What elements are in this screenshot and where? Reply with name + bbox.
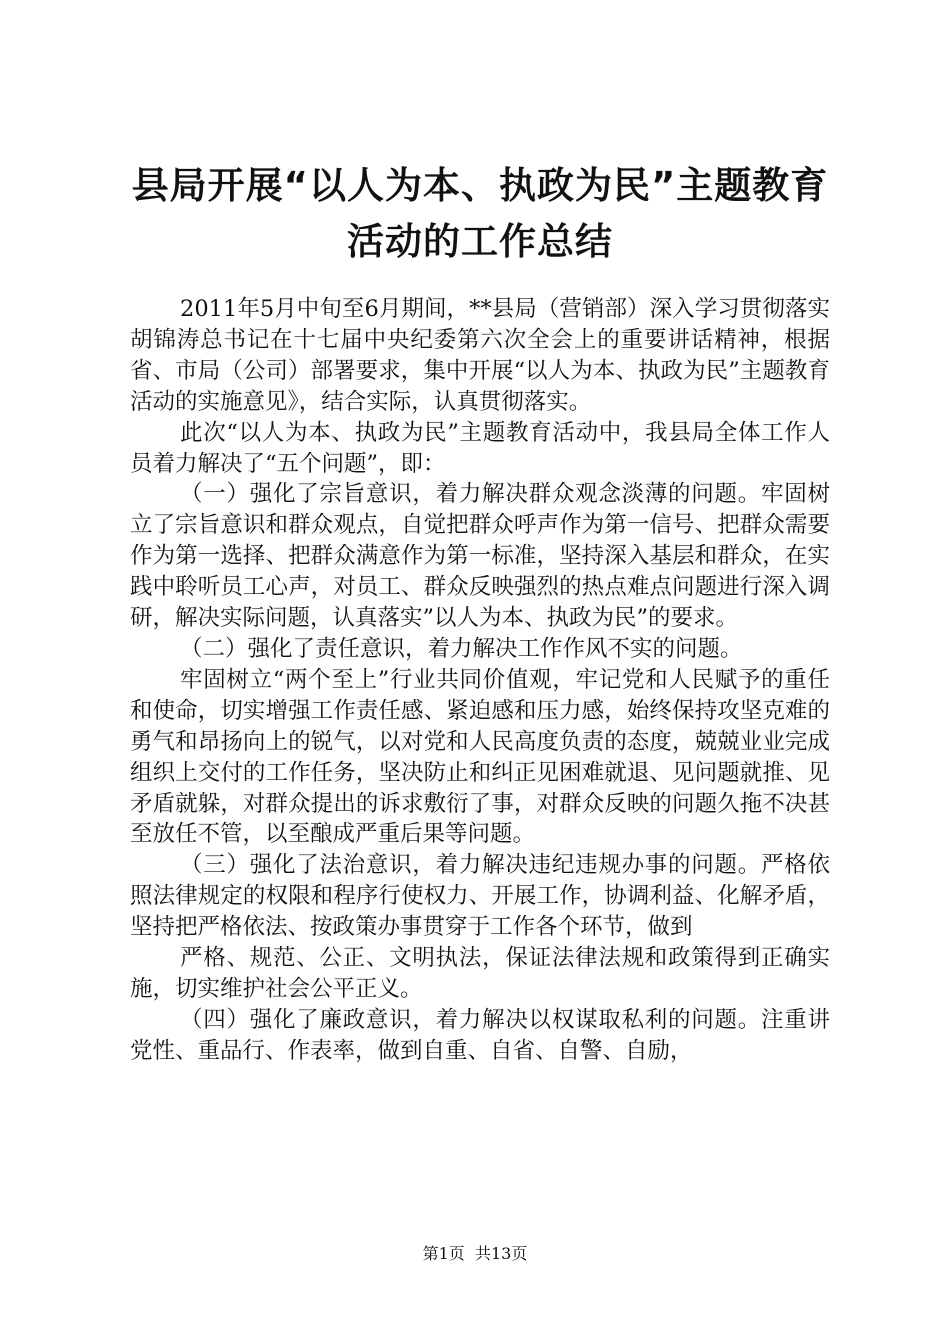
paragraph-section-four: （四）强化了廉政意识，着力解决以权谋取私利的问题。注重讲党性、重品行、作表率，做到自重、自省、自警、自励， [130, 1006, 830, 1064]
paragraph-section-one: （一）强化了宗旨意识，着力解决群众观念淡薄的问题。牢固树立了宗旨意识和群众观点，自觉把群众呼声作为第一信号、把群众需要作为第一选择、把群众满意作为第一标准，坚持深入基层和群众，在实践中聆听员工心声，对员工、群众反映强烈的热点难点问题进行深入调研，解决实际问题，认真落实”以人为本、执政为民”的要求。 [130, 481, 830, 632]
document-title: 县局开展“以人为本、执政为民”主题教育活动的工作总结 [131, 164, 829, 263]
paragraph-section-two-body: 牢固树立“两个至上”行业共同价值观，牢记党和人民赋予的重任和使命，切实增强工作责任感、紧迫感和压力感，始终保持攻坚克难的勇气和昂扬向上的锐气，以对党和人民高度负责的态度，兢兢业业完成组织上交付的工作任务，坚决防止和纠正见困难就退、见问题就推、见矛盾就躲，对群众提出的诉求敷衍了事，对群众反映的问题久拖不决甚至放任不管，以至酿成严重后果等问题。 [130, 666, 830, 848]
paragraph-section-three-cont: 严格、规范、公正、文明执法，保证法律法规和政策得到正确实施，切实维护社会公平正义。 [130, 945, 830, 1002]
page-total: 共13页 [474, 1244, 528, 1263]
page-footer [0, 1244, 950, 1264]
paragraph-section-three: （三）强化了法治意识，着力解决违纪违规办事的问题。严格依照法律规定的权限和程序行使权力、开展工作，协调利益、化解矛盾，坚持把严格依法、按政策办事贯穿于工作各个环节，做到 [130, 852, 830, 941]
document-body [130, 294, 830, 1067]
paragraph-five-problems: 此次“以人为本、执政为民”主题教育活动中，我县局全体工作人员着力解决了“五个问题”，即： [130, 419, 830, 477]
paragraph-section-two-heading: （二）强化了责任意识，着力解决工作作风不实的问题。 [180, 635, 743, 662]
page-number: 第1页 [422, 1244, 465, 1263]
paragraph-intro: 2011年5月中旬至6月期间，**县局（营销部）深入学习贯彻落实胡锦涛总书记在十七届中央纪委第六次全会上的重要讲话精神，根据省、市局（公司）部署要求，集中开展“以人为本、执政为民”主题教育活动的实施意见》，结合实际，认真贯彻落实。 [130, 296, 830, 415]
